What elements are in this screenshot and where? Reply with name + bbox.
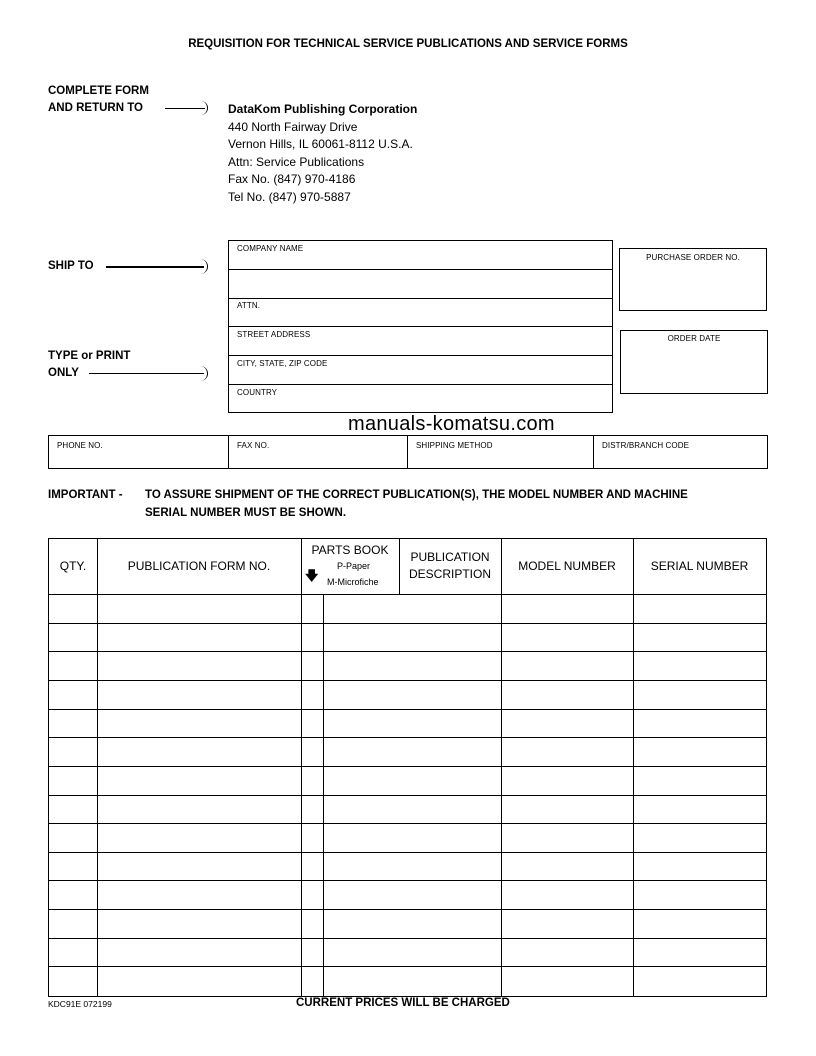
- model-cell[interactable]: [502, 595, 632, 622]
- model-cell[interactable]: [502, 738, 632, 765]
- fax-label: FAX NO.: [237, 441, 270, 450]
- parts-book-cell[interactable]: [302, 767, 322, 794]
- description-cell[interactable]: [324, 824, 500, 851]
- description-cell[interactable]: [324, 853, 500, 880]
- serial-cell[interactable]: [634, 910, 765, 937]
- parts-book-paper-option: P-Paper: [337, 561, 371, 571]
- parts-book-cell[interactable]: [302, 652, 322, 679]
- attn-label: ATTN.: [237, 301, 261, 310]
- col-header-description-2: DESCRIPTION: [408, 567, 491, 581]
- qty-cell[interactable]: [50, 939, 96, 966]
- important-line-2: SERIAL NUMBER MUST BE SHOWN.: [145, 507, 347, 519]
- parts-book-cell[interactable]: [302, 595, 322, 622]
- attn-field[interactable]: [237, 301, 260, 310]
- address-attn: Attn: Service Publications: [228, 154, 365, 169]
- form-no-cell[interactable]: [98, 595, 300, 622]
- shipping-method-label: SHIPPING METHOD: [416, 441, 493, 450]
- parts-book-cell[interactable]: [302, 824, 322, 851]
- form-no-cell[interactable]: [98, 681, 300, 708]
- serial-cell[interactable]: [634, 738, 765, 765]
- serial-cell[interactable]: [634, 853, 765, 880]
- col-header-serial: SERIAL NUMBER: [650, 559, 749, 573]
- ship-to-bracket-icon: [200, 259, 208, 274]
- table-row: [49, 709, 766, 738]
- purchase-order-box[interactable]: [619, 248, 767, 311]
- form-no-cell[interactable]: [98, 710, 300, 737]
- qty-cell[interactable]: [50, 710, 96, 737]
- serial-cell[interactable]: [634, 881, 765, 908]
- parts-book-cell[interactable]: [302, 710, 322, 737]
- type-label-line-1: TYPE or PRINT: [48, 350, 131, 362]
- type-label-line-2: ONLY: [48, 367, 79, 379]
- qty-cell[interactable]: [50, 652, 96, 679]
- description-cell[interactable]: [324, 939, 500, 966]
- city-state-zip-field[interactable]: [237, 359, 327, 368]
- address-fax: Fax No. (847) 970-4186: [228, 172, 356, 186]
- model-cell[interactable]: [502, 767, 632, 794]
- col-header-parts-book: PARTS BOOK: [311, 543, 389, 557]
- col-header-form-no: PUBLICATION FORM NO.: [127, 559, 271, 573]
- model-cell[interactable]: [502, 853, 632, 880]
- qty-cell[interactable]: [50, 796, 96, 823]
- purchase-order-label: PURCHASE ORDER NO.: [646, 253, 740, 262]
- model-cell[interactable]: [502, 881, 632, 908]
- qty-cell[interactable]: [50, 624, 96, 651]
- table-row: [49, 623, 766, 652]
- description-cell[interactable]: [324, 710, 500, 737]
- parts-book-cell[interactable]: [302, 681, 322, 708]
- model-cell[interactable]: [502, 710, 632, 737]
- table-row: [49, 594, 766, 623]
- city-state-zip-label: CITY, STATE, ZIP CODE: [237, 359, 328, 368]
- table-row: [49, 651, 766, 680]
- form-no-cell[interactable]: [98, 652, 300, 679]
- form-no-cell[interactable]: [98, 910, 300, 937]
- parts-book-cell[interactable]: [302, 881, 322, 908]
- return-arrow-icon: [165, 108, 205, 109]
- street-address-label: STREET ADDRESS: [237, 330, 311, 339]
- address-city: Vernon Hills, IL 60061-8112 U.S.A.: [228, 137, 413, 151]
- description-cell[interactable]: [324, 595, 500, 622]
- description-cell[interactable]: [324, 796, 500, 823]
- form-no-cell[interactable]: [98, 853, 300, 880]
- qty-cell[interactable]: [50, 595, 96, 622]
- form-no-cell[interactable]: [98, 767, 300, 794]
- description-cell[interactable]: [324, 624, 500, 651]
- watermark-text: manuals-komatsu.com: [348, 413, 555, 435]
- serial-cell[interactable]: [634, 967, 765, 994]
- parts-book-cell[interactable]: [302, 910, 322, 937]
- serial-cell[interactable]: [634, 595, 765, 622]
- form-no-cell[interactable]: [98, 881, 300, 908]
- company-name-line-2-field[interactable]: [229, 270, 612, 298]
- form-no-cell[interactable]: [98, 796, 300, 823]
- form-title: REQUISITION FOR TECHNICAL SERVICE PUBLICATIONS AND SERVICE FORMS: [188, 38, 628, 50]
- divider: [229, 355, 612, 356]
- country-label: COUNTRY: [237, 388, 278, 397]
- qty-cell[interactable]: [50, 967, 96, 994]
- country-field[interactable]: [237, 388, 277, 397]
- description-cell[interactable]: [324, 767, 500, 794]
- type-arrow-icon: [89, 373, 204, 374]
- qty-cell[interactable]: [50, 853, 96, 880]
- model-cell[interactable]: [502, 967, 632, 994]
- description-cell[interactable]: [324, 738, 500, 765]
- divider: [228, 436, 229, 468]
- table-row: [49, 880, 766, 909]
- col-header-qty: QTY.: [59, 559, 87, 573]
- serial-cell[interactable]: [634, 767, 765, 794]
- shipping-method-field[interactable]: [416, 441, 493, 450]
- serial-cell[interactable]: [634, 824, 765, 851]
- ship-to-label: SHIP TO: [48, 260, 94, 272]
- ship-to-box: [228, 240, 613, 413]
- parts-book-cell[interactable]: [302, 796, 322, 823]
- address-block: [228, 101, 417, 206]
- col-header-model: MODEL NUMBER: [518, 559, 616, 573]
- address-street: 440 North Fairway Drive: [228, 119, 358, 134]
- serial-cell[interactable]: [634, 710, 765, 737]
- important-label: IMPORTANT -: [48, 489, 123, 501]
- company-name-field[interactable]: [237, 244, 303, 253]
- arrow-down-icon: 🡇: [305, 568, 319, 583]
- order-date-box[interactable]: [620, 330, 768, 394]
- description-cell[interactable]: [324, 967, 500, 994]
- divider: [593, 436, 594, 468]
- ship-to-arrow-icon: [106, 266, 204, 268]
- serial-cell[interactable]: [634, 681, 765, 708]
- table-row: [49, 909, 766, 938]
- fax-field[interactable]: [237, 441, 269, 450]
- table-row: [49, 966, 766, 995]
- serial-cell[interactable]: [634, 624, 765, 651]
- return-bracket-icon: [200, 101, 208, 115]
- divider: [229, 384, 612, 385]
- type-bracket-icon: [200, 366, 208, 381]
- model-cell[interactable]: [502, 824, 632, 851]
- serial-cell[interactable]: [634, 796, 765, 823]
- form-no-cell[interactable]: [98, 738, 300, 765]
- description-cell[interactable]: [324, 881, 500, 908]
- serial-cell[interactable]: [634, 939, 765, 966]
- form-no-cell[interactable]: [98, 824, 300, 851]
- parts-book-cell[interactable]: [302, 939, 322, 966]
- model-cell[interactable]: [502, 796, 632, 823]
- form-no-cell[interactable]: [98, 624, 300, 651]
- model-cell[interactable]: [502, 910, 632, 937]
- description-cell[interactable]: [324, 910, 500, 937]
- table-row: [49, 766, 766, 795]
- distr-code-field[interactable]: [602, 441, 689, 450]
- street-address-field[interactable]: [237, 330, 310, 339]
- table-row: [49, 852, 766, 881]
- footer-note: CURRENT PRICES WILL BE CHARGED: [296, 997, 510, 1009]
- table-row: [49, 795, 766, 824]
- model-cell[interactable]: [502, 681, 632, 708]
- qty-cell[interactable]: [50, 767, 96, 794]
- model-cell[interactable]: [502, 652, 632, 679]
- info-row: [48, 435, 768, 469]
- form-no-cell[interactable]: [98, 967, 300, 994]
- publications-table: [48, 538, 767, 997]
- table-row: [49, 938, 766, 967]
- address-tel: Tel No. (847) 970-5887: [228, 189, 351, 204]
- divider: [399, 539, 400, 594]
- company-name-label: COMPANY NAME: [237, 244, 304, 253]
- phone-label: PHONE NO.: [57, 441, 103, 450]
- form-code: KDC91E 072199: [48, 999, 112, 1009]
- table-row: [49, 823, 766, 852]
- parts-book-cell[interactable]: [302, 624, 322, 651]
- qty-cell[interactable]: [50, 738, 96, 765]
- parts-book-cell[interactable]: [302, 967, 322, 994]
- table-row: [49, 737, 766, 766]
- model-cell[interactable]: [502, 624, 632, 651]
- parts-book-cell[interactable]: [302, 853, 322, 880]
- description-cell[interactable]: [324, 681, 500, 708]
- description-cell[interactable]: [324, 652, 500, 679]
- divider: [407, 436, 408, 468]
- qty-cell[interactable]: [50, 910, 96, 937]
- form-no-cell[interactable]: [98, 939, 300, 966]
- distr-code-label: DISTR/BRANCH CODE: [602, 441, 690, 450]
- order-date-label: ORDER DATE: [667, 334, 721, 343]
- qty-cell[interactable]: [50, 881, 96, 908]
- model-cell[interactable]: [502, 939, 632, 966]
- qty-cell[interactable]: [50, 681, 96, 708]
- important-line-1: TO ASSURE SHIPMENT OF THE CORRECT PUBLICATION(S), THE MODEL NUMBER AND MACHINE: [145, 489, 688, 501]
- col-header-description-1: PUBLICATION: [410, 550, 490, 564]
- phone-field[interactable]: [57, 441, 103, 450]
- parts-book-microfiche-option: M-Microfiche: [327, 577, 379, 587]
- address-company: DataKom Publishing Corporation: [228, 102, 418, 116]
- divider: [229, 326, 612, 327]
- return-label-line-1: COMPLETE FORM: [48, 85, 149, 97]
- serial-cell[interactable]: [634, 652, 765, 679]
- qty-cell[interactable]: [50, 824, 96, 851]
- return-label-line-2: AND RETURN TO: [48, 102, 143, 114]
- divider: [229, 298, 612, 299]
- table-row: [49, 680, 766, 709]
- parts-book-cell[interactable]: [302, 738, 322, 765]
